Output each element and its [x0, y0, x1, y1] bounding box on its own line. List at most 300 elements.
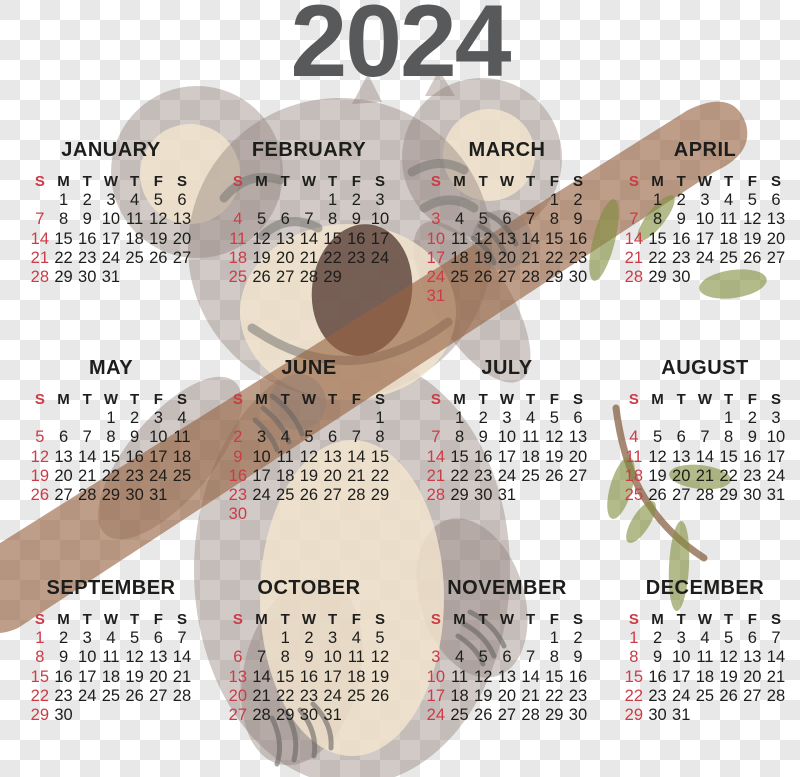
- day-header-cell: M: [651, 173, 664, 191]
- day-header-cell: T: [82, 611, 92, 629]
- date-cell: 9: [573, 648, 583, 667]
- date-cell: [519, 629, 543, 648]
- date-cell: 18: [450, 686, 469, 705]
- date-cell: 31: [323, 706, 342, 725]
- date-cell: 7: [431, 428, 441, 447]
- day-header-cell: S: [34, 173, 45, 191]
- day-header-cell: T: [130, 391, 140, 409]
- date-cell: 22: [624, 686, 644, 705]
- date-cell: 12: [149, 210, 168, 229]
- date-cell: 15: [101, 447, 121, 466]
- date-cell: 28: [30, 268, 50, 287]
- date-cell: 4: [629, 428, 639, 447]
- date-cell: 7: [351, 428, 361, 447]
- day-header-cell: T: [724, 611, 734, 629]
- month-october: [226, 576, 392, 725]
- day-header-cell: S: [430, 611, 441, 629]
- date-cell: [448, 629, 472, 648]
- date-cell: 3: [771, 409, 781, 428]
- date-cell: 9: [304, 648, 314, 667]
- month-june: [226, 356, 392, 576]
- month-february: [226, 138, 392, 356]
- day-header-cell: S: [628, 173, 639, 191]
- date-cell: 4: [454, 648, 465, 667]
- date-cell: 22: [648, 248, 667, 267]
- date-cell: 12: [370, 648, 390, 667]
- date-cell: 18: [347, 667, 366, 686]
- date-cell: 29: [624, 706, 644, 725]
- date-cell: [273, 505, 297, 524]
- date-cell: 10: [78, 648, 97, 667]
- date-cell: [226, 629, 250, 648]
- date-cell: 13: [276, 229, 295, 248]
- date-cell: 18: [172, 447, 192, 466]
- date-cell: [273, 409, 297, 428]
- date-cell: 23: [568, 686, 588, 705]
- date-cell: 29: [545, 706, 564, 725]
- date-cell: 22: [545, 686, 564, 705]
- day-header-cell: M: [255, 173, 268, 191]
- day-header-cell: S: [232, 391, 243, 409]
- date-cell: 18: [125, 229, 144, 248]
- date-cell: 13: [497, 229, 517, 248]
- date-cell: 30: [743, 486, 762, 505]
- date-cell: 17: [149, 447, 168, 466]
- date-cell: 28: [347, 486, 366, 505]
- date-cell: 11: [276, 447, 294, 466]
- date-cell: 26: [743, 248, 762, 267]
- date-cell: 16: [568, 667, 588, 686]
- date-cell: 6: [573, 409, 583, 428]
- day-header-cell: M: [57, 391, 70, 409]
- date-cell: 14: [30, 229, 50, 248]
- date-cell: 29: [545, 268, 564, 287]
- month-november: [424, 576, 590, 725]
- date-cell: 15: [370, 447, 390, 466]
- date-cell: 7: [304, 210, 314, 229]
- date-cell: 4: [106, 629, 116, 648]
- date-cell: 30: [228, 505, 248, 524]
- month-title: FEBRUARY: [251, 139, 367, 161]
- month-title: DECEMBER: [645, 577, 765, 599]
- date-cell: 8: [35, 648, 45, 667]
- date-cell: 29: [370, 486, 390, 505]
- date-cell: 30: [672, 268, 691, 287]
- date-cell: 17: [672, 667, 691, 686]
- date-cell: 25: [719, 248, 738, 267]
- date-cell: 1: [328, 191, 338, 210]
- date-cell: [471, 287, 495, 306]
- date-cell: 11: [522, 428, 540, 447]
- day-header-cell: T: [478, 391, 488, 409]
- date-cell: 15: [624, 667, 644, 686]
- date-cell: 17: [695, 229, 715, 248]
- day-header-cell: M: [255, 611, 268, 629]
- date-cell: 9: [478, 428, 488, 447]
- date-cell: 24: [766, 466, 786, 485]
- date-cell: [226, 409, 250, 428]
- month-title: SEPTEMBER: [46, 577, 176, 599]
- date-cell: 14: [426, 447, 446, 466]
- date-cell: [669, 409, 693, 428]
- date-cell: 4: [700, 629, 710, 648]
- date-cell: [764, 706, 788, 725]
- date-cell: [297, 409, 321, 428]
- day-header-cell: S: [572, 173, 583, 191]
- date-cell: 27: [743, 686, 762, 705]
- date-cell: 6: [747, 629, 757, 648]
- date-cell: 25: [695, 686, 715, 705]
- date-cell: 29: [323, 268, 342, 287]
- date-cell: 20: [149, 667, 168, 686]
- date-cell: 29: [101, 486, 121, 505]
- date-cell: 3: [502, 409, 512, 428]
- day-header-cell: T: [526, 611, 536, 629]
- date-cell: 15: [450, 447, 469, 466]
- date-cell: 14: [347, 447, 366, 466]
- date-cell: [622, 409, 646, 428]
- date-cell: 27: [54, 486, 73, 505]
- date-cell: 19: [545, 447, 564, 466]
- date-cell: 14: [624, 229, 644, 248]
- date-cell: [344, 706, 368, 725]
- date-cell: 7: [771, 629, 781, 648]
- date-cell: [519, 287, 543, 306]
- date-cell: 17: [101, 229, 121, 248]
- date-cell: 27: [766, 248, 786, 267]
- date-cell: 16: [78, 229, 97, 248]
- date-cell: 14: [172, 648, 192, 667]
- date-cell: 28: [426, 486, 446, 505]
- date-cell: 16: [54, 667, 73, 686]
- date-cell: 26: [370, 686, 390, 705]
- date-cell: 21: [252, 686, 271, 705]
- date-cell: 8: [549, 210, 559, 229]
- date-cell: 5: [256, 210, 267, 229]
- date-cell: 9: [130, 428, 140, 447]
- date-cell: 19: [149, 229, 168, 248]
- date-cell: 22: [30, 686, 50, 705]
- date-cell: 15: [323, 229, 342, 248]
- date-cell: 8: [549, 648, 559, 667]
- day-header-cell: F: [747, 611, 757, 629]
- date-cell: 10: [426, 229, 446, 248]
- date-cell: 9: [747, 428, 757, 447]
- date-cell: 9: [676, 210, 686, 229]
- date-cell: 27: [568, 466, 588, 485]
- date-cell: 29: [450, 486, 469, 505]
- day-header-cell: T: [478, 173, 488, 191]
- date-cell: [693, 268, 717, 287]
- date-cell: 7: [526, 210, 536, 229]
- day-header-cell: W: [499, 173, 514, 191]
- day-header-cell: S: [374, 173, 385, 191]
- date-cell: 23: [54, 686, 73, 705]
- date-cell: 6: [328, 428, 338, 447]
- date-cell: 1: [629, 629, 639, 648]
- date-cell: 6: [676, 428, 686, 447]
- date-cell: 23: [568, 248, 588, 267]
- date-cell: 3: [700, 191, 710, 210]
- month-title: NOVEMBER: [447, 577, 567, 599]
- date-cell: 6: [153, 629, 163, 648]
- date-cell: [344, 268, 368, 287]
- date-cell: 15: [276, 667, 295, 686]
- date-cell: 13: [568, 428, 588, 447]
- date-cell: 23: [672, 248, 691, 267]
- date-cell: 1: [106, 409, 116, 428]
- date-cell: [28, 409, 52, 428]
- date-cell: [123, 268, 147, 287]
- date-cell: 2: [573, 191, 583, 210]
- day-grid: [622, 172, 788, 287]
- month-title: OCTOBER: [257, 577, 361, 599]
- date-cell: [123, 706, 147, 725]
- date-cell: 30: [299, 706, 319, 725]
- date-cell: 24: [426, 706, 446, 725]
- date-cell: 14: [695, 447, 715, 466]
- date-cell: 10: [323, 648, 342, 667]
- date-cell: [344, 409, 368, 428]
- date-cell: 31: [149, 486, 168, 505]
- date-cell: 11: [102, 648, 120, 667]
- day-header-cell: S: [572, 391, 583, 409]
- date-cell: 2: [82, 191, 92, 210]
- date-cell: 7: [177, 629, 187, 648]
- date-cell: 13: [54, 447, 73, 466]
- date-cell: 14: [252, 667, 271, 686]
- month-title: APRIL: [673, 139, 737, 161]
- day-grid: [424, 172, 590, 306]
- date-cell: 3: [375, 191, 385, 210]
- date-cell: [424, 409, 448, 428]
- date-cell: 26: [474, 268, 493, 287]
- date-cell: [495, 287, 519, 306]
- date-cell: 7: [629, 210, 639, 229]
- date-cell: [28, 191, 52, 210]
- date-cell: 25: [450, 706, 469, 725]
- date-cell: 29: [30, 706, 50, 725]
- date-cell: 31: [426, 287, 446, 306]
- date-cell: 10: [252, 447, 271, 466]
- date-cell: [250, 629, 274, 648]
- date-cell: 20: [497, 686, 517, 705]
- day-header-cell: F: [549, 173, 559, 191]
- date-cell: 1: [652, 191, 663, 210]
- date-cell: 14: [78, 447, 97, 466]
- day-header-cell: T: [280, 391, 290, 409]
- months-grid: [28, 138, 800, 725]
- date-cell: [424, 629, 448, 648]
- date-cell: 5: [724, 629, 734, 648]
- date-cell: 16: [672, 229, 691, 248]
- date-cell: 1: [280, 629, 290, 648]
- date-cell: 9: [351, 210, 361, 229]
- date-cell: 13: [323, 447, 342, 466]
- day-header-cell: S: [34, 611, 45, 629]
- date-cell: 27: [672, 486, 691, 505]
- day-header-cell: W: [301, 611, 316, 629]
- day-header-cell: W: [103, 173, 118, 191]
- date-cell: 6: [502, 648, 512, 667]
- day-header-cell: T: [130, 173, 140, 191]
- date-cell: 22: [101, 466, 121, 485]
- date-cell: [146, 706, 170, 725]
- date-cell: 8: [375, 428, 385, 447]
- date-cell: 25: [125, 248, 144, 267]
- date-cell: 5: [747, 191, 757, 210]
- day-header-cell: S: [430, 173, 441, 191]
- day-header-cell: S: [232, 611, 243, 629]
- date-cell: 2: [747, 409, 757, 428]
- month-august: [622, 356, 788, 576]
- date-cell: 26: [252, 268, 271, 287]
- date-cell: 11: [450, 229, 469, 248]
- date-cell: [717, 268, 741, 287]
- date-cell: 5: [304, 428, 314, 447]
- month-title: JUNE: [281, 357, 337, 379]
- day-header-cell: T: [724, 173, 734, 191]
- date-cell: 19: [474, 686, 493, 705]
- date-cell: 20: [766, 229, 786, 248]
- date-cell: [542, 486, 566, 505]
- date-cell: 24: [672, 686, 691, 705]
- day-header-cell: F: [549, 391, 559, 409]
- day-grid: [622, 390, 788, 505]
- date-cell: 12: [125, 648, 144, 667]
- date-cell: 13: [743, 648, 762, 667]
- date-cell: 16: [648, 667, 667, 686]
- day-header-cell: M: [255, 391, 268, 409]
- date-cell: 21: [426, 466, 446, 485]
- date-cell: 16: [299, 667, 319, 686]
- date-cell: 25: [101, 686, 121, 705]
- date-cell: 17: [252, 466, 271, 485]
- date-cell: [368, 706, 392, 725]
- date-cell: 22: [719, 466, 738, 485]
- month-september: [28, 576, 194, 725]
- date-cell: [693, 706, 717, 725]
- date-cell: 15: [54, 229, 73, 248]
- date-cell: 19: [648, 466, 667, 485]
- date-cell: 17: [78, 667, 97, 686]
- date-cell: 20: [54, 466, 73, 485]
- date-cell: 6: [502, 210, 512, 229]
- date-cell: 18: [450, 248, 469, 267]
- date-cell: 13: [497, 667, 517, 686]
- date-cell: 25: [172, 466, 192, 485]
- day-header-cell: S: [34, 391, 45, 409]
- day-header-cell: S: [374, 611, 385, 629]
- date-cell: 22: [276, 686, 295, 705]
- day-header-cell: W: [301, 173, 316, 191]
- date-cell: 2: [652, 629, 663, 648]
- date-cell: 8: [106, 428, 116, 447]
- date-cell: 11: [173, 428, 191, 447]
- date-cell: 26: [30, 486, 50, 505]
- day-header-cell: W: [103, 391, 118, 409]
- date-cell: 30: [568, 268, 588, 287]
- date-cell: [646, 409, 670, 428]
- date-cell: 26: [299, 486, 319, 505]
- day-grid: [424, 610, 590, 725]
- date-cell: 28: [521, 268, 540, 287]
- date-cell: 18: [228, 248, 248, 267]
- date-cell: 3: [328, 629, 338, 648]
- date-cell: 4: [351, 629, 361, 648]
- date-cell: 23: [474, 466, 493, 485]
- date-cell: 17: [497, 447, 517, 466]
- date-cell: 21: [695, 466, 715, 485]
- date-cell: 8: [280, 648, 290, 667]
- month-december: [622, 576, 788, 725]
- date-cell: 19: [125, 667, 144, 686]
- date-cell: 30: [54, 706, 73, 725]
- date-cell: 24: [101, 248, 121, 267]
- date-cell: [170, 486, 194, 505]
- date-cell: 25: [347, 686, 366, 705]
- day-grid: [28, 172, 194, 287]
- day-grid: [28, 610, 194, 725]
- date-cell: 2: [58, 629, 69, 648]
- date-cell: 2: [233, 428, 243, 447]
- date-cell: 11: [625, 447, 643, 466]
- date-cell: 16: [228, 466, 248, 485]
- day-header-cell: M: [453, 173, 466, 191]
- date-cell: 19: [30, 466, 50, 485]
- date-cell: [226, 191, 250, 210]
- date-cell: [297, 191, 321, 210]
- date-cell: 11: [229, 229, 247, 248]
- date-cell: 12: [474, 667, 493, 686]
- year-title: 2024: [290, 0, 510, 98]
- date-cell: 2: [676, 191, 686, 210]
- date-cell: 10: [766, 428, 786, 447]
- date-cell: 5: [153, 191, 163, 210]
- date-cell: 22: [370, 466, 390, 485]
- date-cell: [99, 706, 123, 725]
- day-header-cell: S: [628, 611, 639, 629]
- date-cell: [519, 486, 543, 505]
- date-cell: 19: [299, 466, 319, 485]
- date-cell: [368, 268, 392, 287]
- day-header-cell: T: [478, 611, 488, 629]
- date-cell: 21: [78, 466, 97, 485]
- date-cell: 6: [177, 191, 187, 210]
- day-header-cell: S: [430, 391, 441, 409]
- date-cell: 30: [474, 486, 493, 505]
- date-cell: 4: [724, 191, 734, 210]
- day-header-cell: T: [676, 391, 686, 409]
- date-cell: 13: [172, 210, 192, 229]
- day-header-cell: T: [328, 391, 338, 409]
- date-cell: 20: [568, 447, 588, 466]
- day-grid: [226, 172, 392, 287]
- date-cell: 19: [743, 229, 762, 248]
- date-cell: 15: [545, 667, 564, 686]
- month-march: [424, 138, 590, 356]
- date-cell: 13: [672, 447, 691, 466]
- date-cell: 2: [130, 409, 140, 428]
- date-cell: 28: [252, 706, 271, 725]
- date-cell: 29: [54, 268, 73, 287]
- date-cell: 9: [58, 648, 69, 667]
- day-header-cell: T: [82, 173, 92, 191]
- date-cell: [764, 268, 788, 287]
- date-cell: [566, 486, 590, 505]
- date-cell: 8: [629, 648, 639, 667]
- date-cell: 20: [497, 248, 517, 267]
